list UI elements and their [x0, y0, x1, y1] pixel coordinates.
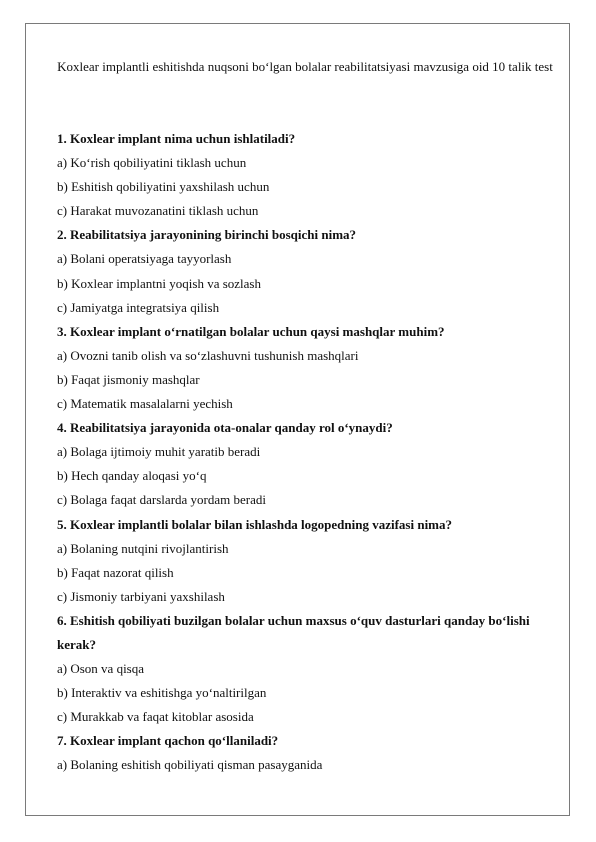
question-text: 3. Koxlear implant oʻrnatilgan bolalar uchun qaysi mashqlar muhim? — [57, 323, 445, 339]
answer-option: a) Koʻrish qobiliyatini tiklash uchun — [57, 155, 247, 171]
answer-option: c) Murakkab va faqat kitoblar asosida — [57, 709, 254, 725]
question-text: 5. Koxlear implantli bolalar bilan ishlashda logopedning vazifasi nima? — [57, 516, 453, 532]
answer-option: b) Hech qanday aloqasi yoʻq — [57, 468, 207, 484]
answer-option: b) Eshitish qobiliyatini yaxshilash uchun — [57, 179, 270, 195]
question-block — [57, 127, 537, 223]
question-block — [57, 416, 537, 512]
question-text: 1. Koxlear implant nima uchun ishlatiladi? — [57, 131, 296, 146]
question-block — [57, 223, 537, 319]
answer-option: a) Bolani operatsiyaga tayyorlash — [57, 251, 232, 267]
question-text: 6. Eshitish qobiliyati buzilgan bolalar uchun maxsus oʻquv dasturlari qanday boʻlishi kerak? — [57, 612, 530, 652]
question-block — [57, 513, 537, 609]
question-block — [57, 609, 537, 729]
answer-option: c) Jamiyatga integratsiya qilish — [57, 299, 220, 315]
answer-option: a) Bolaning eshitish qobiliyati qisman pasayganida — [57, 757, 323, 773]
answer-option: a) Ovozni tanib olish va soʻzlashuvni tushunish mashqlari — [57, 347, 359, 363]
question-text: 4. Reabilitatsiya jarayonida ota-onalar qanday rol oʻynaydi? — [57, 420, 393, 436]
answer-option: c) Matematik masalalarni yechish — [57, 396, 233, 412]
question-text: 2. Reabilitatsiya jarayonining birinchi bosqichi nima? — [57, 227, 357, 243]
document-title: Koxlear implantli eshitishda nuqsoni boʻlgan bolalar reabilitatsiyasi mavzusiga oid 10 talik test — [57, 59, 553, 74]
question-text: 7. Koxlear implant qachon qoʻllaniladi? — [57, 733, 279, 749]
answer-option: c) Jismoniy tarbiyani yaxshilash — [57, 588, 225, 604]
answer-option: c) Bolaga faqat darslarda yordam beradi — [57, 492, 266, 508]
answer-option: c) Harakat muvozanatini tiklash uchun — [57, 203, 259, 219]
answer-option: b) Koxlear implantni yoqish va sozlash — [57, 275, 261, 291]
answer-option: b) Interaktiv va eshitishga yoʻnaltirilgan — [57, 685, 267, 701]
answer-option: a) Bolaning nutqini rivojlantirish — [57, 540, 229, 556]
question-block — [57, 320, 537, 416]
answer-option: b) Faqat nazorat qilish — [57, 564, 174, 580]
question-block — [57, 729, 537, 777]
answer-option: a) Oson va qisqa — [57, 661, 145, 677]
answer-option: b) Faqat jismoniy mashqlar — [57, 371, 200, 387]
question-list — [57, 127, 537, 778]
answer-option: a) Bolaga ijtimoiy muhit yaratib beradi — [57, 444, 261, 460]
